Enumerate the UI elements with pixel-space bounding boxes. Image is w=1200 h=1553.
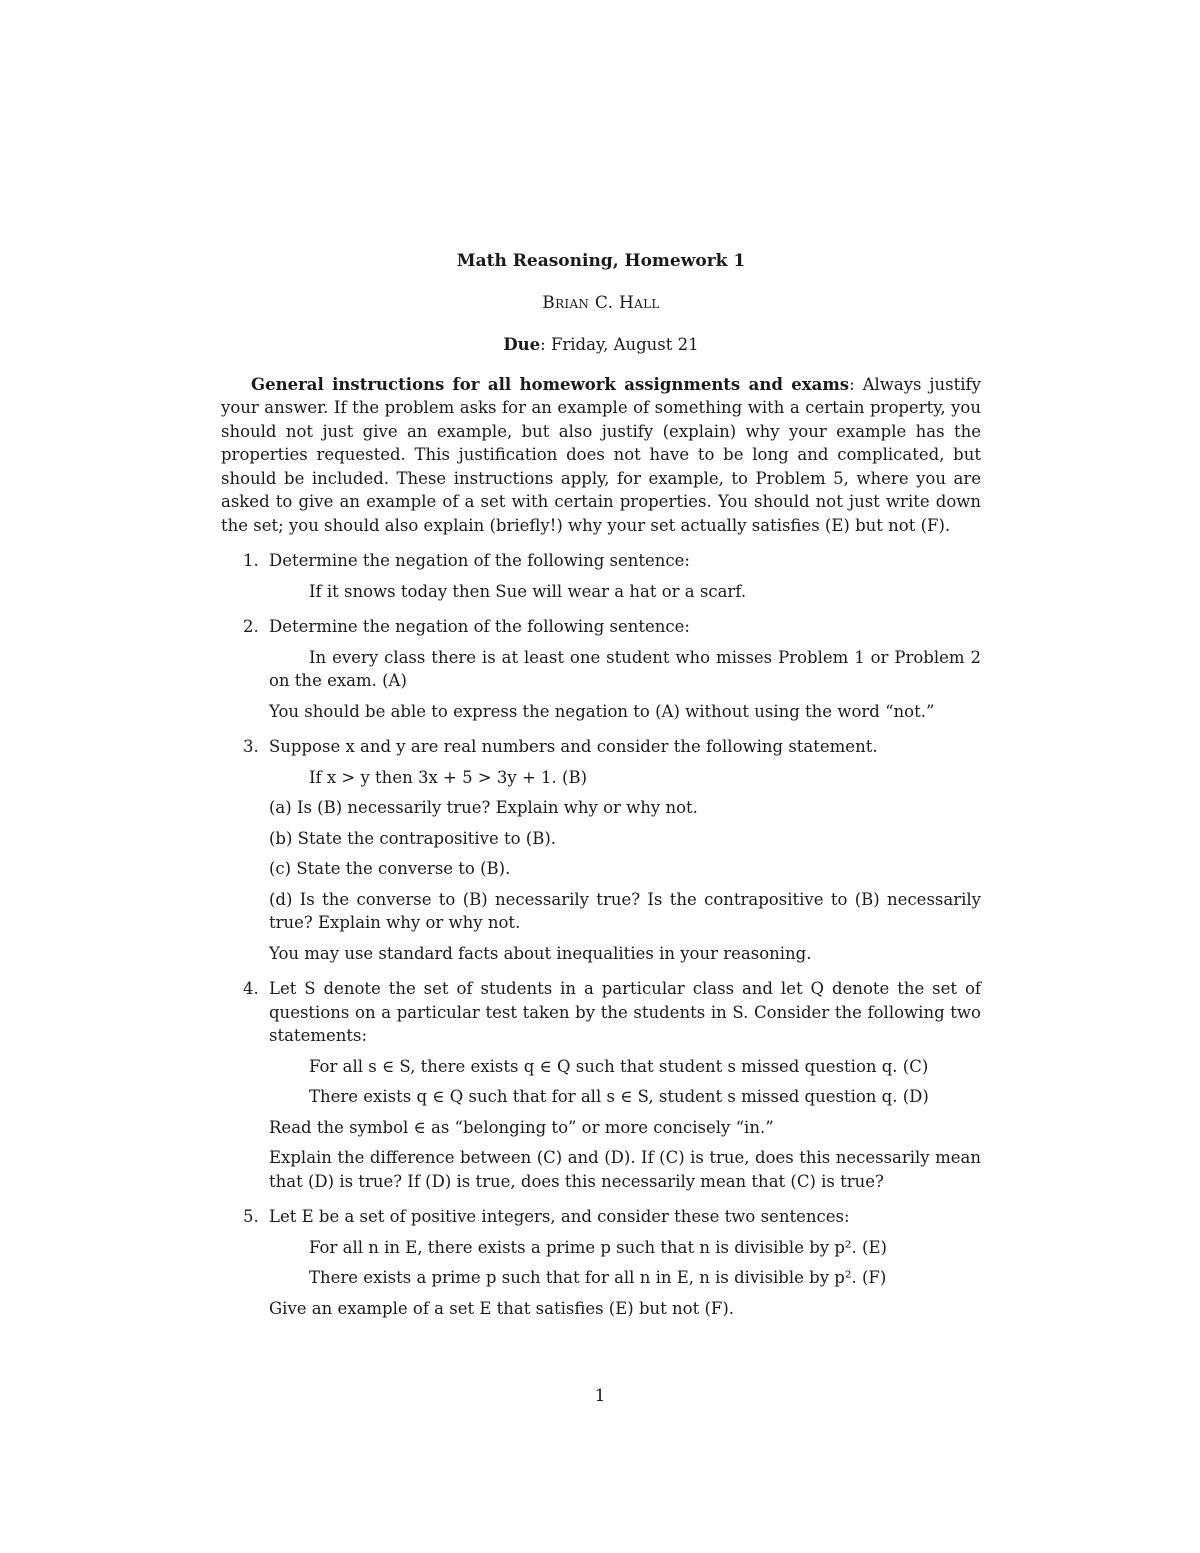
instructions-body: : Always justify your answer. If the problem asks for an example of something with a certain property, you should not just give an example, but also justify (explain) why your example has the properties requested. This justification does not have to be long and complicated, but should be included. These instructions apply, for example, to Problem 5, where you are asked to give an example of a set with certain properties. You should not just write down the set; you should also explain (briefly!) why your set actually satisfies (E) but not (F). — [221, 374, 981, 535]
problem-intro: Let S denote the set of students in a particular class and let Q denote the set of questions on a particular test taken by the students in S. Consider the following two statements: — [269, 979, 981, 1045]
statement-f: There exists a prime p such that for all n in E, n is divisible by p². (F) — [309, 1268, 887, 1287]
problem-part-a: (a) Is (B) necessarily true? Explain why or why not. — [269, 798, 698, 817]
problem-part-c: (c) State the converse to (B). — [269, 859, 511, 878]
problem-part-d: (d) Is the converse to (B) necessarily true? Is the contrapositive to (B) necessarily true? Explain why or why not. — [269, 889, 981, 932]
problem-4 — [221, 977, 981, 1193]
problem-intro: Suppose x and y are real numbers and consider the following statement. — [269, 737, 878, 756]
problem-statement: If it snows today then Sue will wear a hat or a scarf. — [309, 581, 747, 601]
problem-note: Read the symbol ∈ as “belonging to” or more concisely “in.” — [269, 1117, 774, 1137]
due-label: Due — [503, 335, 541, 354]
problem-2 — [221, 615, 981, 723]
problem-5 — [221, 1205, 981, 1320]
problem-part-b: (b) State the contrapositive to (B). — [269, 828, 557, 848]
page-number: 1 — [594, 1386, 606, 1406]
problem-note: You may use standard facts about inequalities in your reasoning. — [269, 943, 812, 963]
statement-d: There exists q ∈ Q such that for all s ∈ S, student s missed question q. (D) — [309, 1087, 929, 1106]
problem-intro: Determine the negation of the following sentence: — [269, 617, 690, 636]
problem-number: 4. — [243, 979, 259, 998]
problem-intro: Determine the negation of the following sentence: — [269, 551, 690, 570]
document-title: Math Reasoning, Homework 1 — [456, 251, 746, 271]
statement-c: For all s ∈ S, there exists q ∈ Q such that student s missed question q. (C) — [309, 1056, 929, 1076]
author-name: Brian C. Hall — [542, 292, 660, 313]
problem-3 — [221, 735, 981, 965]
problem-question: Explain the difference between (C) and (D). If (C) is true, does this necessarily mean that (D) is true? If (D) is true, does this necessarily mean that (C) is true? — [269, 1148, 981, 1191]
problem-statement: In every class there is at least one student who misses Problem 1 or Problem 2 on the exam. (A) — [269, 647, 981, 690]
due-text: : Friday, August 21 — [540, 335, 699, 354]
instructions-heading: General instructions for all homework assignments and exams — [251, 374, 850, 394]
homework-page — [221, 250, 981, 1332]
due-date — [221, 333, 981, 357]
statement-e: For all n in E, there exists a prime p such that n is divisible by p². (E) — [309, 1237, 887, 1257]
problem-question: Give an example of a set E that satisfies (E) but not (F). — [269, 1298, 735, 1318]
problem-number: 5. — [243, 1207, 259, 1226]
problem-number: 1. — [243, 551, 259, 570]
problem-number: 3. — [243, 737, 259, 756]
problem-statement: If x > y then 3x + 5 > 3y + 1. (B) — [309, 767, 588, 787]
problem-note: You should be able to express the negation to (A) without using the word “not.” — [269, 701, 935, 721]
general-instructions — [221, 373, 981, 538]
problem-1 — [221, 549, 981, 603]
problem-intro: Let E be a set of positive integers, and consider these two sentences: — [269, 1207, 850, 1226]
problem-number: 2. — [243, 617, 259, 636]
